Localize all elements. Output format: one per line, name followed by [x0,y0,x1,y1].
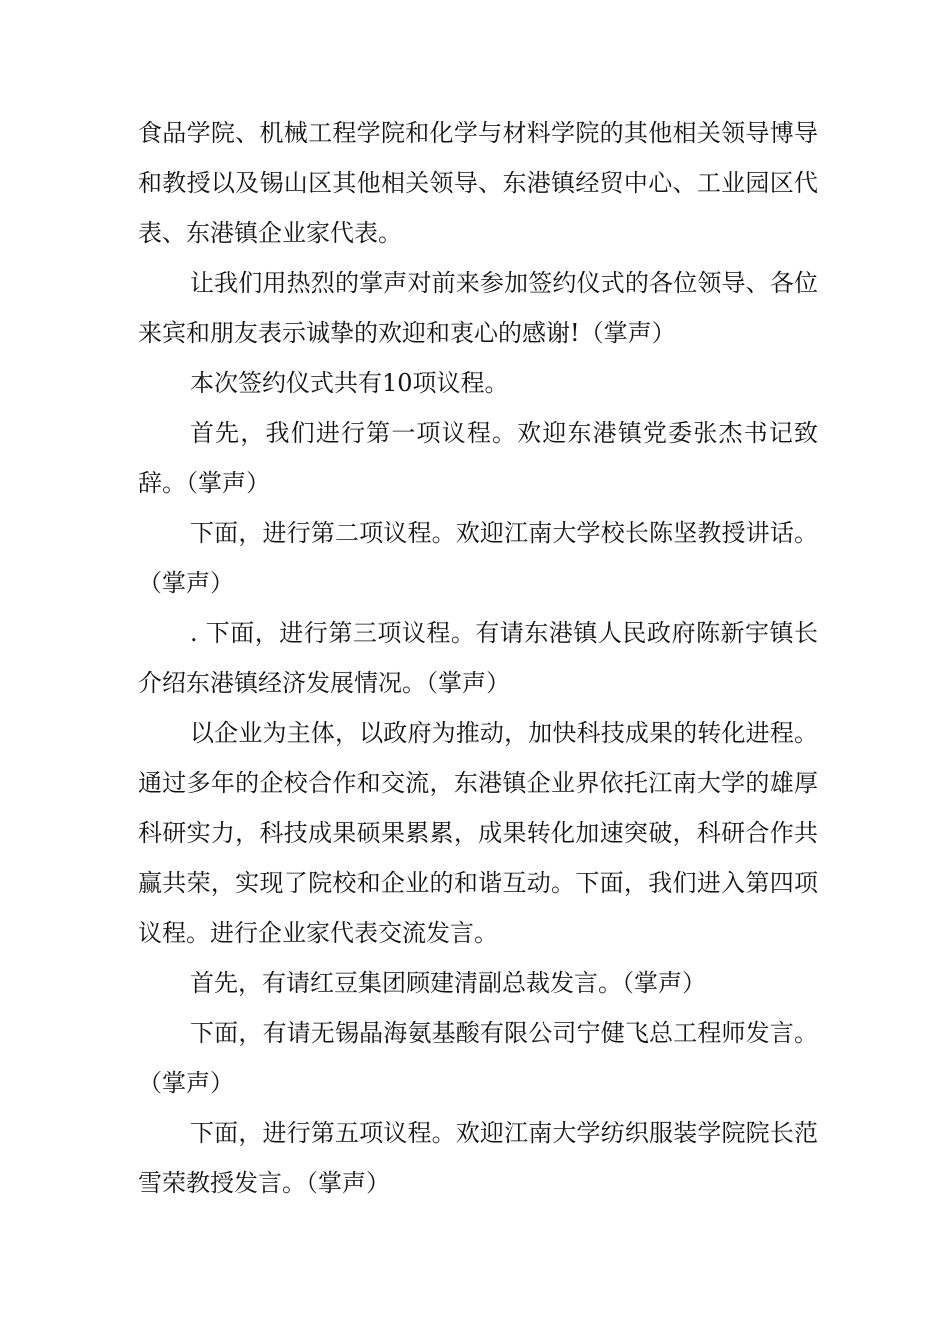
paragraph-agenda-item-5: 下面，进行第五项议程。欢迎江南大学纺织服装学院院长范雪荣教授发言。（掌声） [138,1119,818,1197]
paragraph-agenda-item-3: . 下面，进行第三项议程。有请东港镇人民政府陈新宇镇长介绍东港镇经济发展情况。（掌声） [138,619,818,697]
paragraph-agenda-item-1: 首先，我们进行第一项议程。欢迎东港镇党委张杰书记致辞。（掌声） [138,419,818,497]
paragraph-agenda-count: 本次签约仪式共有10项议程。 [190,369,509,397]
paragraph-speaker-jinghai: 下面，有请无锡晶海氨基酸有限公司宁健飞总工程师发言。（掌声） [138,1019,818,1097]
document-page [138,108,818,1208]
paragraph-welcome-applause: 让我们用热烈的掌声对前来参加签约仪式的各位领导、各位来宾和朋友表示诚挚的欢迎和衷心的感谢!（掌声） [138,269,818,347]
paragraph-speaker-hongdou: 首先，有请红豆集团顾建清副总裁发言。（掌声） [190,969,706,997]
paragraph-agenda-item-2: 下面，进行第二项议程。欢迎江南大学校长陈坚教授讲话。（掌声） [138,519,818,597]
paragraph-attendees-continued: 食品学院、机械工程学院和化学与材料学院的其他相关领导博导和教授以及锡山区其他相关领导、东港镇经贸中心、工业园区代表、东港镇企业家代表。 [138,119,818,247]
paragraph-agenda-item-4: 以企业为主体，以政府为推动，加快科技成果的转化进程。通过多年的企校合作和交流，东港镇企业界依托江南大学的雄厚科研实力，科技成果硕果累累，成果转化加速突破，科研合作共赢共荣，实现了院校和企业的和谐互动。下面，我们进入第四项议程。进行企业家代表交流发言。 [138,719,818,947]
